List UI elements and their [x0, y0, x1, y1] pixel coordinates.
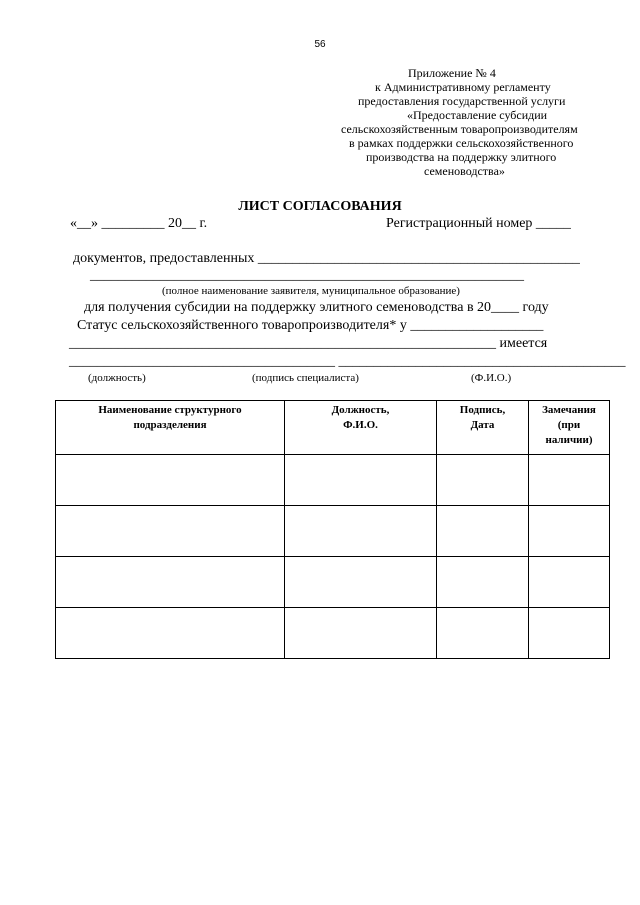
header-department-line-2: подразделения [133, 419, 207, 431]
table-row [56, 455, 610, 506]
table-row [56, 506, 610, 557]
page-number: 56 [314, 39, 326, 50]
table-cell [285, 608, 437, 659]
table-header-row [56, 401, 610, 455]
header-position-line-1: Должность, [331, 404, 390, 416]
table-cell [56, 455, 285, 506]
appendix-line-1: Приложение № 4 [408, 66, 496, 80]
table-cell [437, 557, 529, 608]
has-line: _____________________________________________________________ имеется [69, 336, 548, 351]
appendix-line-3: предоставления государственной услуги [358, 94, 566, 108]
signature-blank-line: ______________________________________ _________________________________________ [69, 354, 626, 369]
table-cell [56, 506, 285, 557]
status-line: Статус сельскохозяйственного товаропроизводителя* у ___________________ [77, 318, 544, 333]
header-department [56, 401, 285, 455]
table-cell [285, 506, 437, 557]
header-remarks-line-3: наличии) [545, 434, 593, 446]
table-cell [437, 506, 529, 557]
table-cell [529, 608, 610, 659]
appendix-line-7: производства на поддержку элитного [366, 150, 557, 164]
table-cell [529, 557, 610, 608]
table-cell [285, 557, 437, 608]
date-line: «__» _________ 20__ г. [70, 216, 208, 231]
document-title: ЛИСТ СОГЛАСОВАНИЯ [238, 199, 402, 214]
table-cell [529, 455, 610, 506]
table-cell [437, 608, 529, 659]
table-cell [437, 455, 529, 506]
table-cell [285, 455, 437, 506]
header-remarks [529, 401, 610, 455]
caption-position: (должность) [88, 372, 146, 384]
header-remarks-line-2: (при [557, 419, 581, 431]
appendix-line-4: «Предоставление субсидии [407, 108, 548, 122]
table-cell [56, 557, 285, 608]
header-position-line-2: Ф.И.О. [343, 419, 378, 431]
caption-name: (Ф.И.О.) [471, 372, 512, 384]
header-remarks-line-1: Замечания [542, 404, 596, 416]
appendix-line-2: к Административному регламенту [375, 80, 551, 94]
caption-signature: (подпись специалиста) [252, 372, 359, 384]
header-position-name [285, 401, 437, 455]
header-department-line-1: Наименование структурного [98, 404, 242, 416]
header-signature-line-2: Дата [470, 419, 495, 431]
approval-table [55, 400, 610, 659]
appendix-line-5: сельскохозяйственным товаропроизводителям [341, 122, 578, 136]
purpose-line: для получения субсидии на поддержку элитного семеноводства в 20____ году [84, 300, 549, 315]
applicant-caption: (полное наименование заявителя, муниципальное образование) [162, 285, 460, 297]
applicant-blank-line: ______________________________________________________________ [90, 268, 524, 283]
table-row [56, 557, 610, 608]
header-signature-date [437, 401, 529, 455]
table-row [56, 608, 610, 659]
appendix-line-6: в рамках поддержки сельскохозяйственного [349, 136, 574, 150]
header-signature-line-1: Подпись, [459, 404, 506, 416]
table-cell [56, 608, 285, 659]
registration-number: Регистрационный номер _____ [386, 216, 571, 231]
appendix-line-8: семеноводства» [424, 164, 505, 178]
table-cell [529, 506, 610, 557]
documents-line: документов, предоставленных ______________________________________________ [73, 251, 580, 266]
